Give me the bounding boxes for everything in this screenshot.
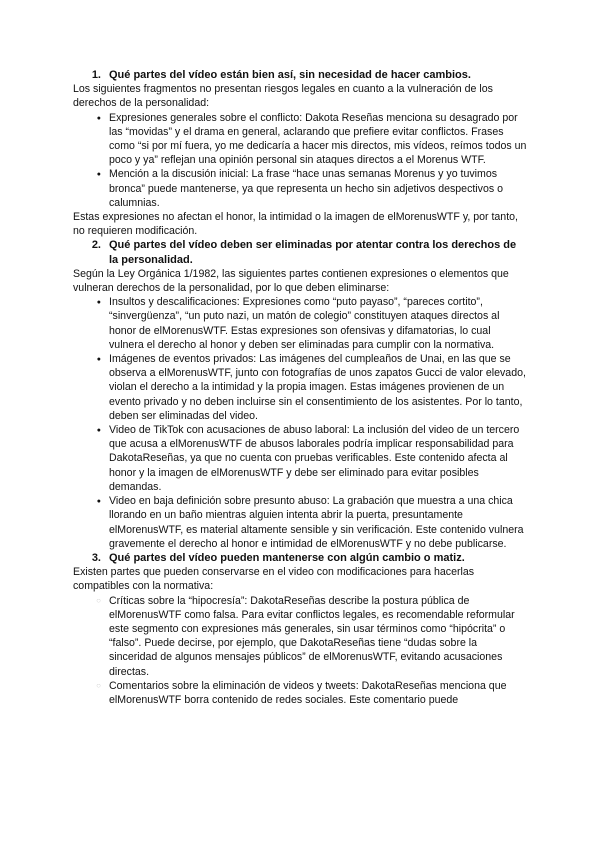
section-1-number: 1. [91,69,101,81]
section-3-intro: Existen partes que pueden conservarse en el video con modificaciones para hacerlas compatibles con la normativa: [73,566,475,593]
list-item [73,423,528,494]
section-1-heading [73,68,528,82]
bullet-icon [73,111,109,168]
bullet-icon [73,494,109,551]
section-3-title: Qué partes del vídeo pueden mantenerse con algún cambio o matiz. [109,551,465,564]
list-item-text: Críticas sobre la “hipocresía”: DakotaReseñas describe la postura pública de elMorenusWTF como falsa. Para evitar conflictos legales, es recomendable reformular este segmento con expresiones más generales, sin usar términos como “hipócrita” o “falso”. Puede decirse, por ejemplo, que DakotaReseñas tiene “dudas sobre la sinceridad de algunos mensajes públicos” de elMorenusWTF, evitando acusaciones directas. [109,594,515,678]
list-item-text: Expresiones generales sobre el conflicto: Dakota Reseñas menciona su desagrado por las “movidas” y el drama en general, aclarando que prefiere evitar conflictos. Frases como “si por mí fuera, yo me dedicaría a hacer mis directos, mis vídeos, reímos todos un poco y ya” reflejan una opinión personal sin ataques directos a el Morenus WTF. [109,111,527,167]
list-item-text: Video en baja definición sobre presunto abuso: La grabación que muestra a una chica llorando en un baño mientras alguien intenta abrir la puerta, presuntamente elMorenusWTF, es material altamente sensible y sin verificación. Este contenido vulnera gravemente el derecho al honor e intimidad de elMorenusWTF y no debe publicarse. [109,495,524,550]
section-2-title: Qué partes del vídeo deben ser eliminadas por atentar contra los derechos de la personalidad. [109,239,517,266]
bullet-icon [73,423,109,494]
section-3-number: 3. [91,551,101,564]
document-page [73,68,528,707]
list-item-text: Comentarios sobre la eliminación de videos y tweets: DakotaReseñas menciona que elMorenusWTF borra contenido de redes sociales. Este comentario puede [109,679,507,706]
list-item-text: Mención a la discusión inicial: La frase “hace unas semanas Morenus y yo tuvimos bronca” puede mantenerse, ya que representa un hecho sin adjetivos despectivos o calumnias. [109,168,503,209]
section-2-heading [73,238,528,266]
list-item-text: Video de TikTok con acusaciones de abuso laboral: La inclusión del video de un tercero que acusa a elMorenusWTF de abusos laborales podría implicar responsabilidad para DakotaReseñas, ya que no cuenta con pruebas verificables. Este contenido afecta al honor y la imagen de elMorenusWTF y debe ser eliminado para evitar posibles demandas. [109,424,520,493]
section-2-intro: Según la Ley Orgánica 1/1982, las siguientes partes contienen expresiones o elementos que vulneran derechos de la personalidad, por lo que deben eliminarse: [73,267,509,295]
section-3-list [73,594,528,708]
bullet-icon [73,352,109,423]
list-item-text: Insultos y descalificaciones: Expresiones como “puto payaso”, “pareces cortito”, “sinvergüenza”, “un puto nazi, un matón de colegio” constituyen ataques directos al honor de elMorenusWTF. Estas expresiones son ofensivas y difamatorias, lo cual vulnera el derecho al honor y deben ser eliminadas para cumplir con la normativa. [109,296,500,351]
hollow-bullet-icon [73,679,109,707]
section-1-list [73,111,528,210]
section-2-list [73,295,528,551]
section-1-outro: Estas expresiones no afectan el honor, la intimidad o la imagen de elMorenusWTF y, por tanto, no requieren modificación. [73,211,518,238]
section-2-number: 2. [91,239,101,252]
list-item [73,111,528,168]
list-item [73,494,528,551]
section-1-intro: Los siguientes fragmentos no presentan riesgos legales en cuanto a la vulneración de los derechos de la personalidad: [73,83,493,110]
section-3-heading [73,551,528,565]
list-item [73,352,528,423]
list-item [73,594,528,679]
list-item [73,679,528,707]
list-item [73,295,528,352]
hollow-bullet-icon [73,594,109,679]
list-item-text: Imágenes de eventos privados: Las imágenes del cumpleaños de Unai, en las que se observa a elMorenusWTF, junto con fotografías de unos zapatos Gucci de valor elevado, violan el derecho a la intimidad y la propia imagen. Estas imágenes provienen de un evento privado y no deben incluirse sin el consentimiento de los asistentes. Por lo tanto, deben ser eliminadas del video. [109,353,526,422]
list-item [73,167,528,210]
bullet-icon [73,295,109,352]
bullet-icon [73,167,109,210]
section-1-title: Qué partes del vídeo están bien así, sin necesidad de hacer cambios. [109,69,471,81]
